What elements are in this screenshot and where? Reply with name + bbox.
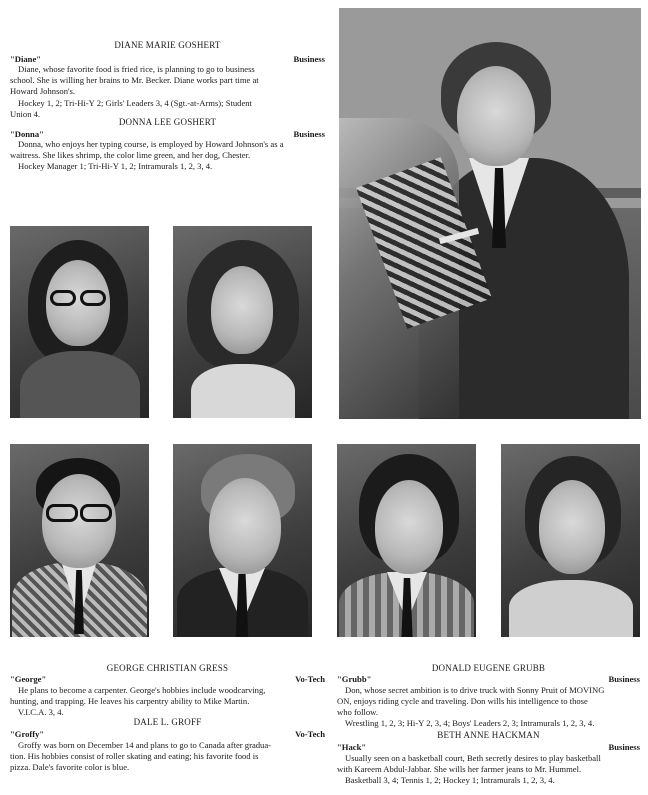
bio-line: Usually seen on a basketball court, Beth secretly desires to play basketball: [345, 753, 601, 763]
student-name: GEORGE CHRISTIAN GRESS: [106, 663, 229, 673]
bio-line: tion. His hobbies consist of roller skating and eating; his favorite food is: [10, 751, 259, 761]
portrait-diane: [10, 226, 149, 418]
bio-line: He plans to become a carpenter. George's hobbies include woodcarving,: [18, 685, 266, 695]
portrait-george: [10, 444, 149, 637]
activities-line: Basketball 3, 4; Tennis 1, 2; Hockey 1; Intramurals 1, 2, 3, 4.: [345, 775, 555, 785]
bio-line: Howard Johnson's.: [10, 86, 76, 96]
student-course: Business: [608, 742, 640, 752]
activities-line: Hockey Manager 1; Tri-Hi-Y 1, 2; Intramurals 1, 2, 3, 4.: [18, 161, 213, 171]
student-nickname: "Hack": [337, 742, 367, 752]
student-name: BETH ANNE HACKMAN: [437, 730, 540, 740]
activities-line: Hockey 1, 2; Tri-Hi-Y 2; Girls' Leaders 3, 4 (Sgt.-at-Arms); Student: [18, 98, 252, 108]
bio-line: who follow.: [337, 707, 378, 717]
student-name: DONNA LEE GOSHERT: [118, 117, 217, 127]
portrait-donald: [337, 444, 476, 637]
bio-line: Groffy was born on December 14 and plans to go to Canada after gradua-: [18, 740, 272, 750]
bio-line: Diane, whose favorite food is fried rice, is planning to go to business: [18, 64, 255, 74]
bio-line: waitress. She likes shrimp, the color lime green, and her dog, Chester.: [10, 150, 251, 160]
bio-line: ON, enjoys riding cycle and traveling. Don wills his intelligence to those: [337, 696, 588, 706]
bio-line: pizza. Dale's favorite color is blue.: [10, 762, 130, 772]
portrait-donna: [173, 226, 312, 418]
student-nickname: "Grubb": [337, 674, 372, 684]
bio-line: school. She is willing her brains to Mr. Becker. Diane works part time at: [10, 75, 259, 85]
student-name: DONALD EUGENE GRUBB: [431, 663, 546, 673]
student-name: DALE L. GROFF: [133, 717, 202, 727]
activities-line: Union 4.: [10, 109, 41, 119]
candid-photo: [339, 8, 641, 419]
student-nickname: "George": [10, 674, 47, 684]
student-nickname: "Donna": [10, 129, 44, 139]
activities-line: V.I.C.A. 3, 4.: [18, 707, 64, 717]
student-course: Vo-Tech: [295, 674, 325, 684]
student-name: DIANE MARIE GOSHERT: [114, 40, 221, 50]
portrait-beth: [501, 444, 640, 637]
student-course: Vo-Tech: [295, 729, 325, 739]
bio-line: Don, whose secret ambition is to drive truck with Sonny Pruit of MOVING: [345, 685, 605, 695]
bio-line: with Kareem Abdul-Jabbar. She wills her farmer jeans to Mr. Hummel.: [337, 764, 582, 774]
student-nickname: "Diane": [10, 54, 42, 64]
bio-line: Donna, who enjoys her typing course, is employed by Howard Johnson's as a: [18, 139, 284, 149]
student-nickname: "Groffy": [10, 729, 45, 739]
student-course: Business: [293, 129, 325, 139]
student-course: Business: [608, 674, 640, 684]
bio-line: hunting, and trapping. He leaves his carpentry ability to Mike Martin.: [10, 696, 250, 706]
activities-line: Wrestling 1, 2, 3; Hi-Y 2, 3, 4; Boys' Leaders 2, 3; Intramurals 1, 2, 3, 4.: [345, 718, 595, 728]
portrait-dale: [173, 444, 312, 637]
student-course: Business: [293, 54, 325, 64]
